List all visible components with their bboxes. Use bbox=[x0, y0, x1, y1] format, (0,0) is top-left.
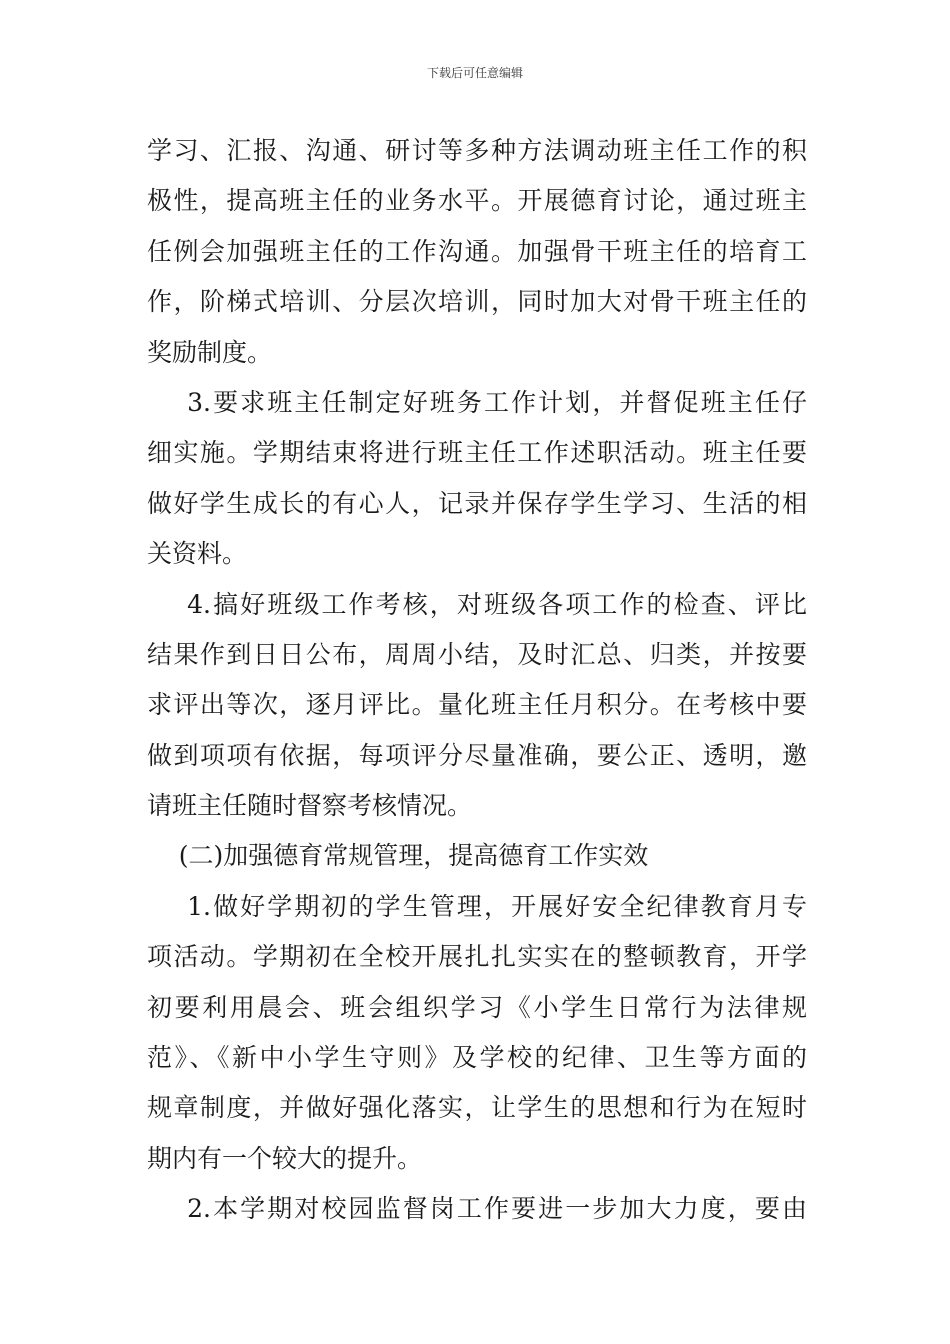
text-line: 请班主任随时督察考核情况。 bbox=[147, 791, 473, 821]
text-line: 关资料。 bbox=[147, 539, 248, 569]
text-line: 3.要求班主任制定好班务工作计划，并督促班主任仔 bbox=[147, 387, 807, 417]
text-line: 1.做好学期初的学生管理，开展好安全纪律教育月专 bbox=[147, 891, 807, 921]
text-line: 任例会加强班主任的工作沟通。加强骨干班主任的培育工 bbox=[147, 236, 807, 266]
text-line: 做好学生成长的有心人，记录并保存学生学习、生活的相 bbox=[147, 488, 807, 518]
text-line: 初要利用晨会、班会组织学习《小学生日常行为法律规 bbox=[147, 992, 807, 1022]
page-header: 下载后可任意编辑 bbox=[426, 66, 523, 80]
text-line: 学习、汇报、沟通、研讨等多种方法调动班主任工作的积 bbox=[147, 136, 807, 165]
text-line: 作，阶梯式培训、分层次培训，同时加大对骨干班主任的 bbox=[147, 287, 807, 317]
document-body bbox=[147, 126, 807, 1235]
text-line: 2.本学期对校园监督岗工作要进一步加大力度，要由 bbox=[147, 1194, 807, 1224]
text-line: 结果作到日日公布，周周小结，及时汇总、归类，并按要 bbox=[147, 639, 807, 669]
text-line: 奖励制度。 bbox=[147, 337, 273, 367]
text-line: 求评出等次，逐月评比。量化班主任月积分。在考核中要 bbox=[147, 690, 807, 720]
text-line: 细实施。学期结束将进行班主任工作述职活动。班主任要 bbox=[147, 438, 807, 468]
text-line: 规章制度，并做好强化落实，让学生的思想和行为在短时 bbox=[147, 1093, 807, 1123]
section-heading: (二)加强德育常规管理，提高德育工作实效 bbox=[147, 841, 649, 871]
text-line: 做到项项有依据，每项评分尽量准确，要公正、透明，邀 bbox=[147, 740, 807, 770]
text-line: 项活动。学期初在全校开展扎扎实实在的整顿教育，开学 bbox=[147, 942, 807, 972]
text-line: 4.搞好班级工作考核，对班级各项工作的检查、评比 bbox=[147, 589, 807, 619]
text-line: 期内有一个较大的提升。 bbox=[147, 1143, 423, 1173]
text-line: 极性，提高班主任的业务水平。开展德育讨论，通过班主 bbox=[147, 186, 807, 216]
text-line: 范》、《新中小学生守则》及学校的纪律、卫生等方面的 bbox=[147, 1043, 807, 1073]
